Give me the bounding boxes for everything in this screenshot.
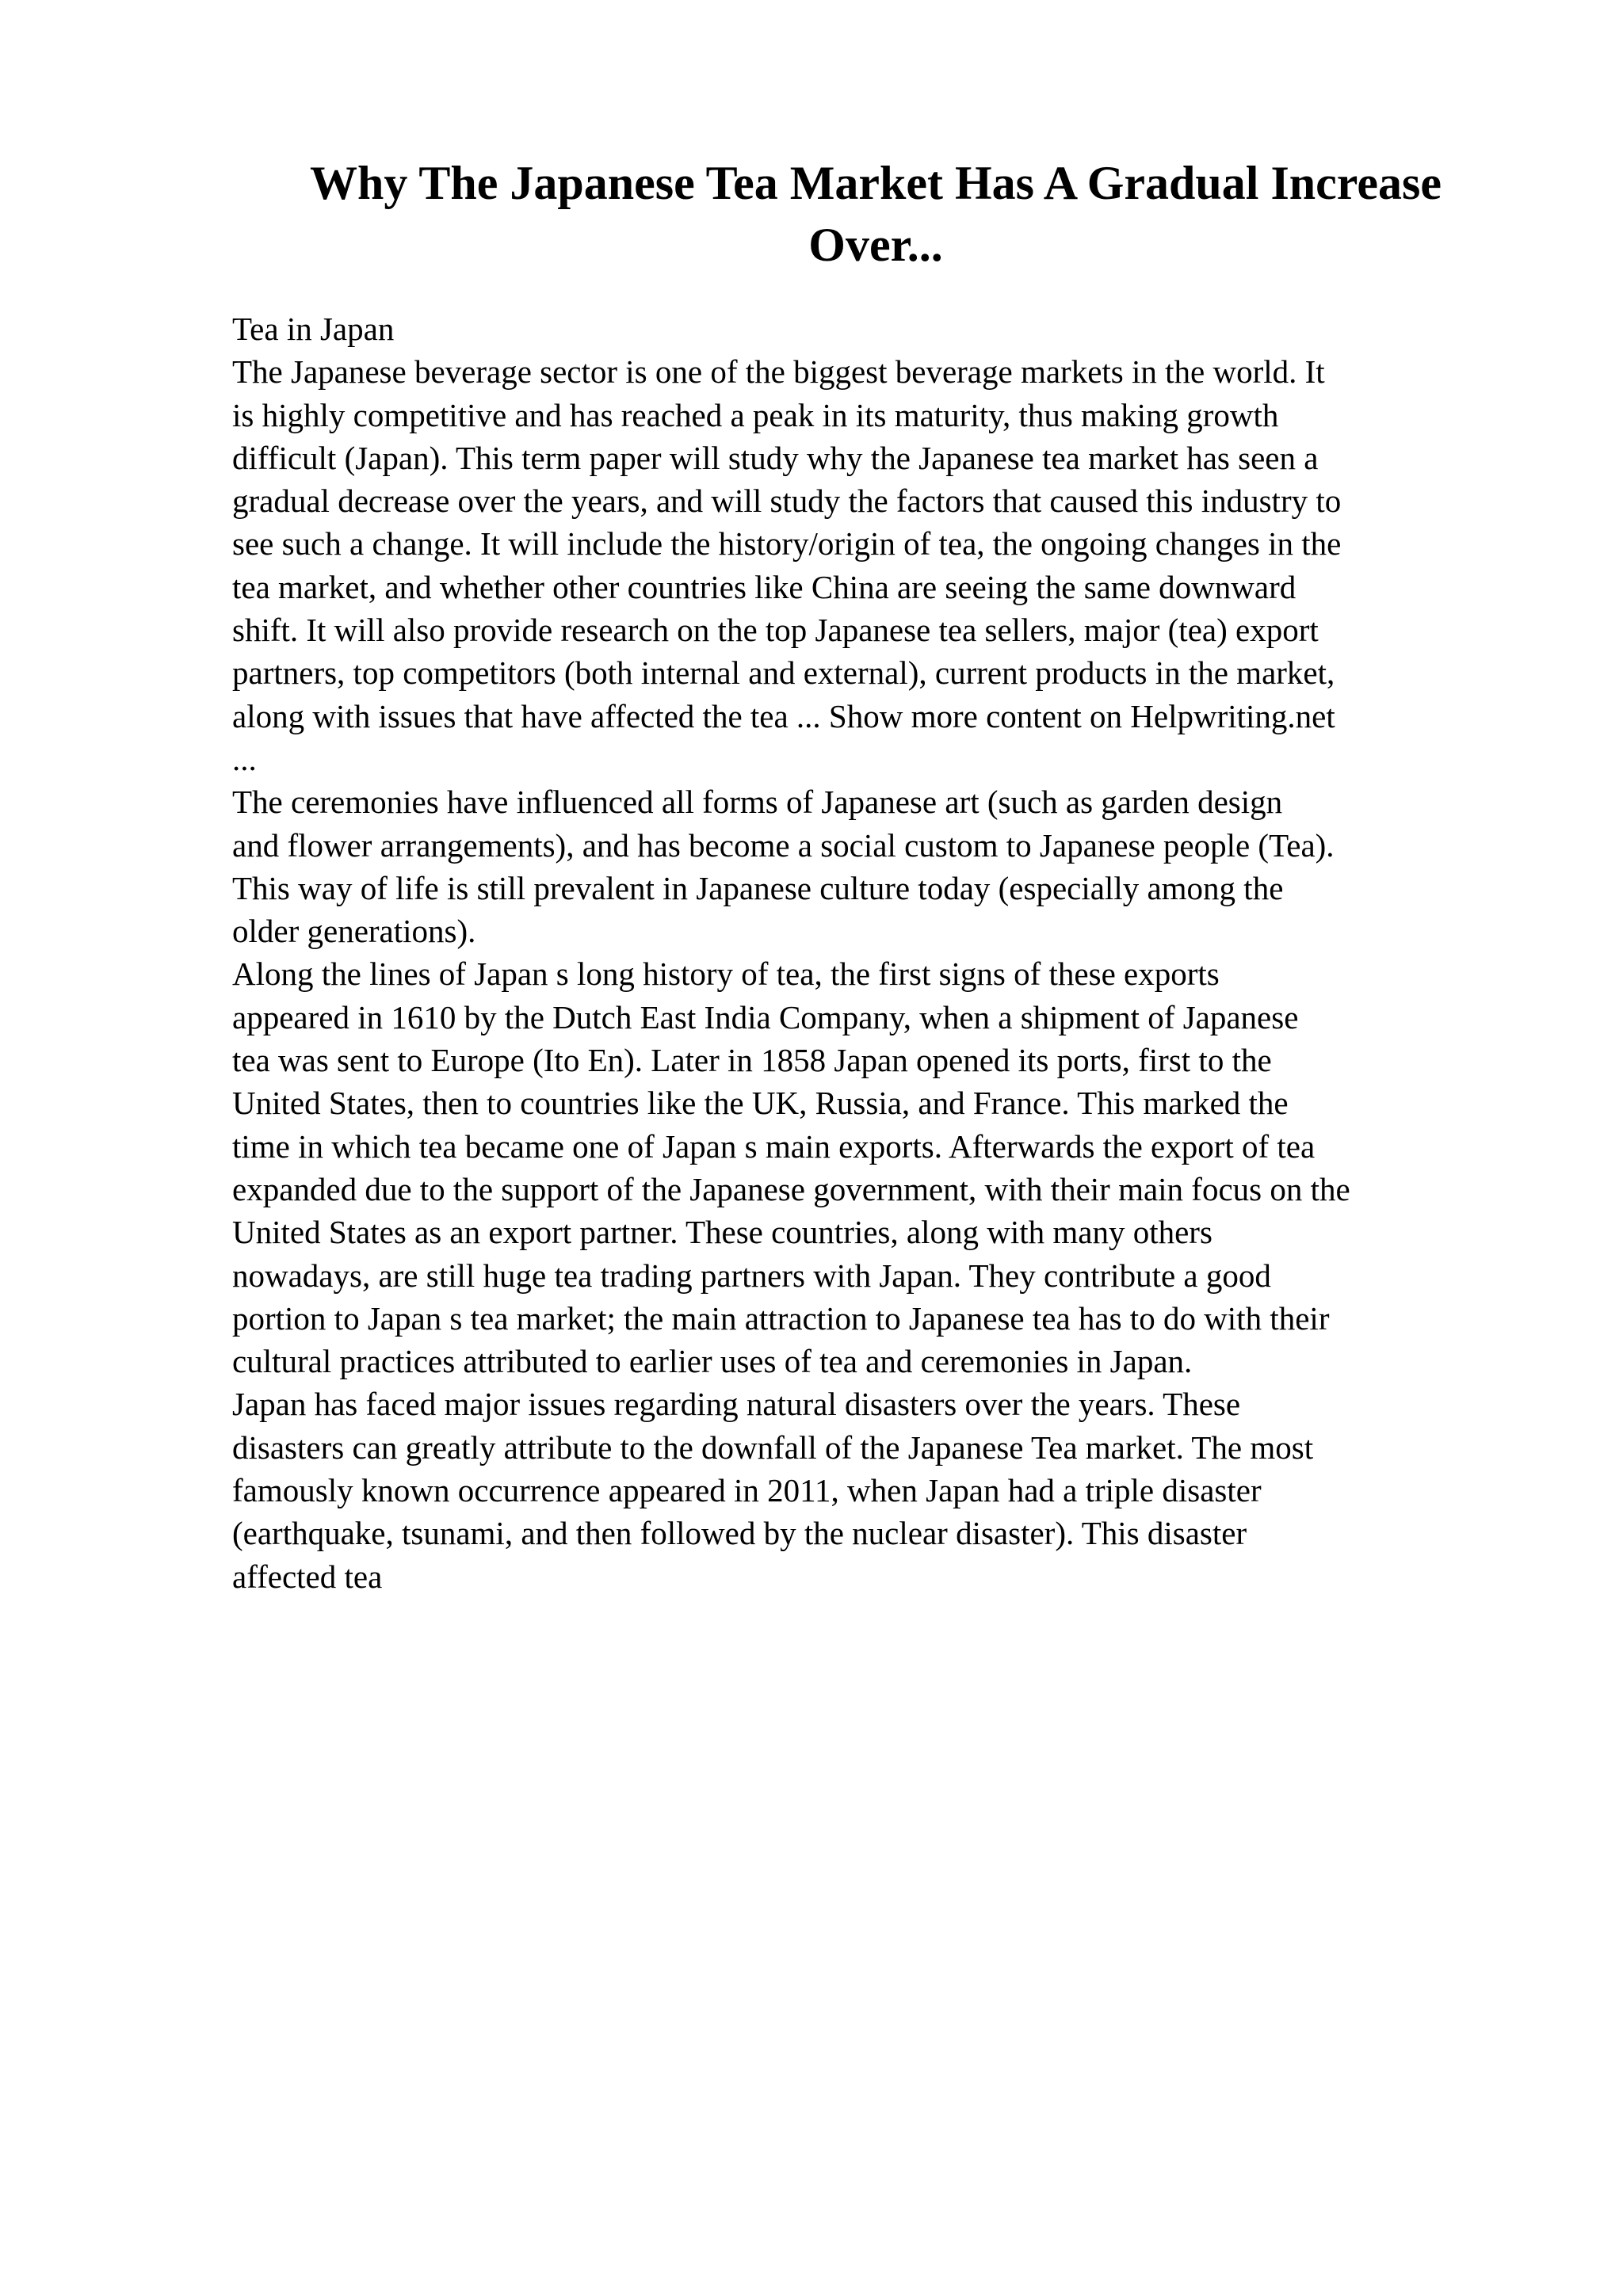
body-text-line: affected tea	[232, 1558, 383, 1595]
title-line: Why The Japanese Tea Market Has A Gradual Increase	[310, 157, 1442, 209]
document-body	[232, 307, 1516, 1598]
body-text-line: see such a change. It will include the history/origin of tea, the ongoing changes in the	[232, 525, 1342, 563]
body-text-line: older generations).	[232, 913, 476, 950]
body-text-line: United States, then to countries like the UK, Russia, and France. This marked the	[232, 1085, 1289, 1122]
title-line: Over...	[808, 219, 943, 271]
body-text-line: is highly competitive and has reached a peak in its maturity, thus making growth	[232, 396, 1279, 433]
body-text-line: disasters can greatly attribute to the downfall of the Japanese Tea market. The most	[232, 1428, 1314, 1466]
body-text-line: The Japanese beverage sector is one of the biggest beverage markets in the world. It	[232, 353, 1325, 391]
body-text-line: partners, top competitors (both internal and external), current products in the market,	[232, 654, 1335, 692]
body-text-line: along with issues that have affected the tea ... Show more content on Helpwriting.net	[232, 697, 1335, 734]
body-text-line: gradual decrease over the years, and will study the factors that caused this industry to	[232, 482, 1342, 520]
body-text-line: United States as an export partner. These countries, along with many others	[232, 1214, 1212, 1251]
body-text-line: shift. It will also provide research on the top Japanese tea sellers, major (tea) export	[232, 612, 1319, 649]
body-text-line: and flower arrangements), and has become a social custom to Japanese people (Tea).	[232, 826, 1335, 864]
body-text-line: nowadays, are still huge tea trading partners with Japan. They contribute a good	[232, 1257, 1271, 1294]
body-text-line: tea was sent to Europe (Ito En). Later in 1858 Japan opened its ports, first to the	[232, 1042, 1272, 1079]
body-text-line: cultural practices attributed to earlier uses of tea and ceremonies in Japan.	[232, 1343, 1193, 1380]
document-title	[230, 152, 1522, 276]
body-text-line: (earthquake, tsunami, and then followed by the nuclear disaster). This disaster	[232, 1515, 1247, 1552]
body-text-line: expanded due to the support of the Japanese government, with their main focus on the	[232, 1170, 1350, 1207]
body-text-line: tea market, and whether other countries like China are seeing the same downward	[232, 568, 1296, 605]
body-text-line: time in which tea became one of Japan s main exports. Afterwards the export of tea	[232, 1127, 1316, 1165]
body-text-line: The ceremonies have influenced all forms of Japanese art (such as garden design	[232, 784, 1283, 821]
body-text-line: Along the lines of Japan s long history of tea, the first signs of these exports	[232, 955, 1220, 993]
body-text-line: Tea in Japan	[232, 311, 395, 347]
body-text-line: ...	[232, 740, 257, 777]
body-text-line: portion to Japan s tea market; the main attraction to Japanese tea has to do with their	[232, 1299, 1330, 1337]
body-text-line: Japan has faced major issues regarding natural disasters over the years. These	[232, 1386, 1241, 1423]
body-text-line: famously known occurrence appeared in 2011, when Japan had a triple disaster	[232, 1472, 1262, 1509]
body-text-line: This way of life is still prevalent in Japanese culture today (especially among the	[232, 869, 1284, 906]
body-text-line: difficult (Japan). This term paper will study why the Japanese tea market has seen a	[232, 439, 1319, 476]
body-text-line: appeared in 1610 by the Dutch East India Company, when a shipment of Japanese	[232, 998, 1299, 1035]
